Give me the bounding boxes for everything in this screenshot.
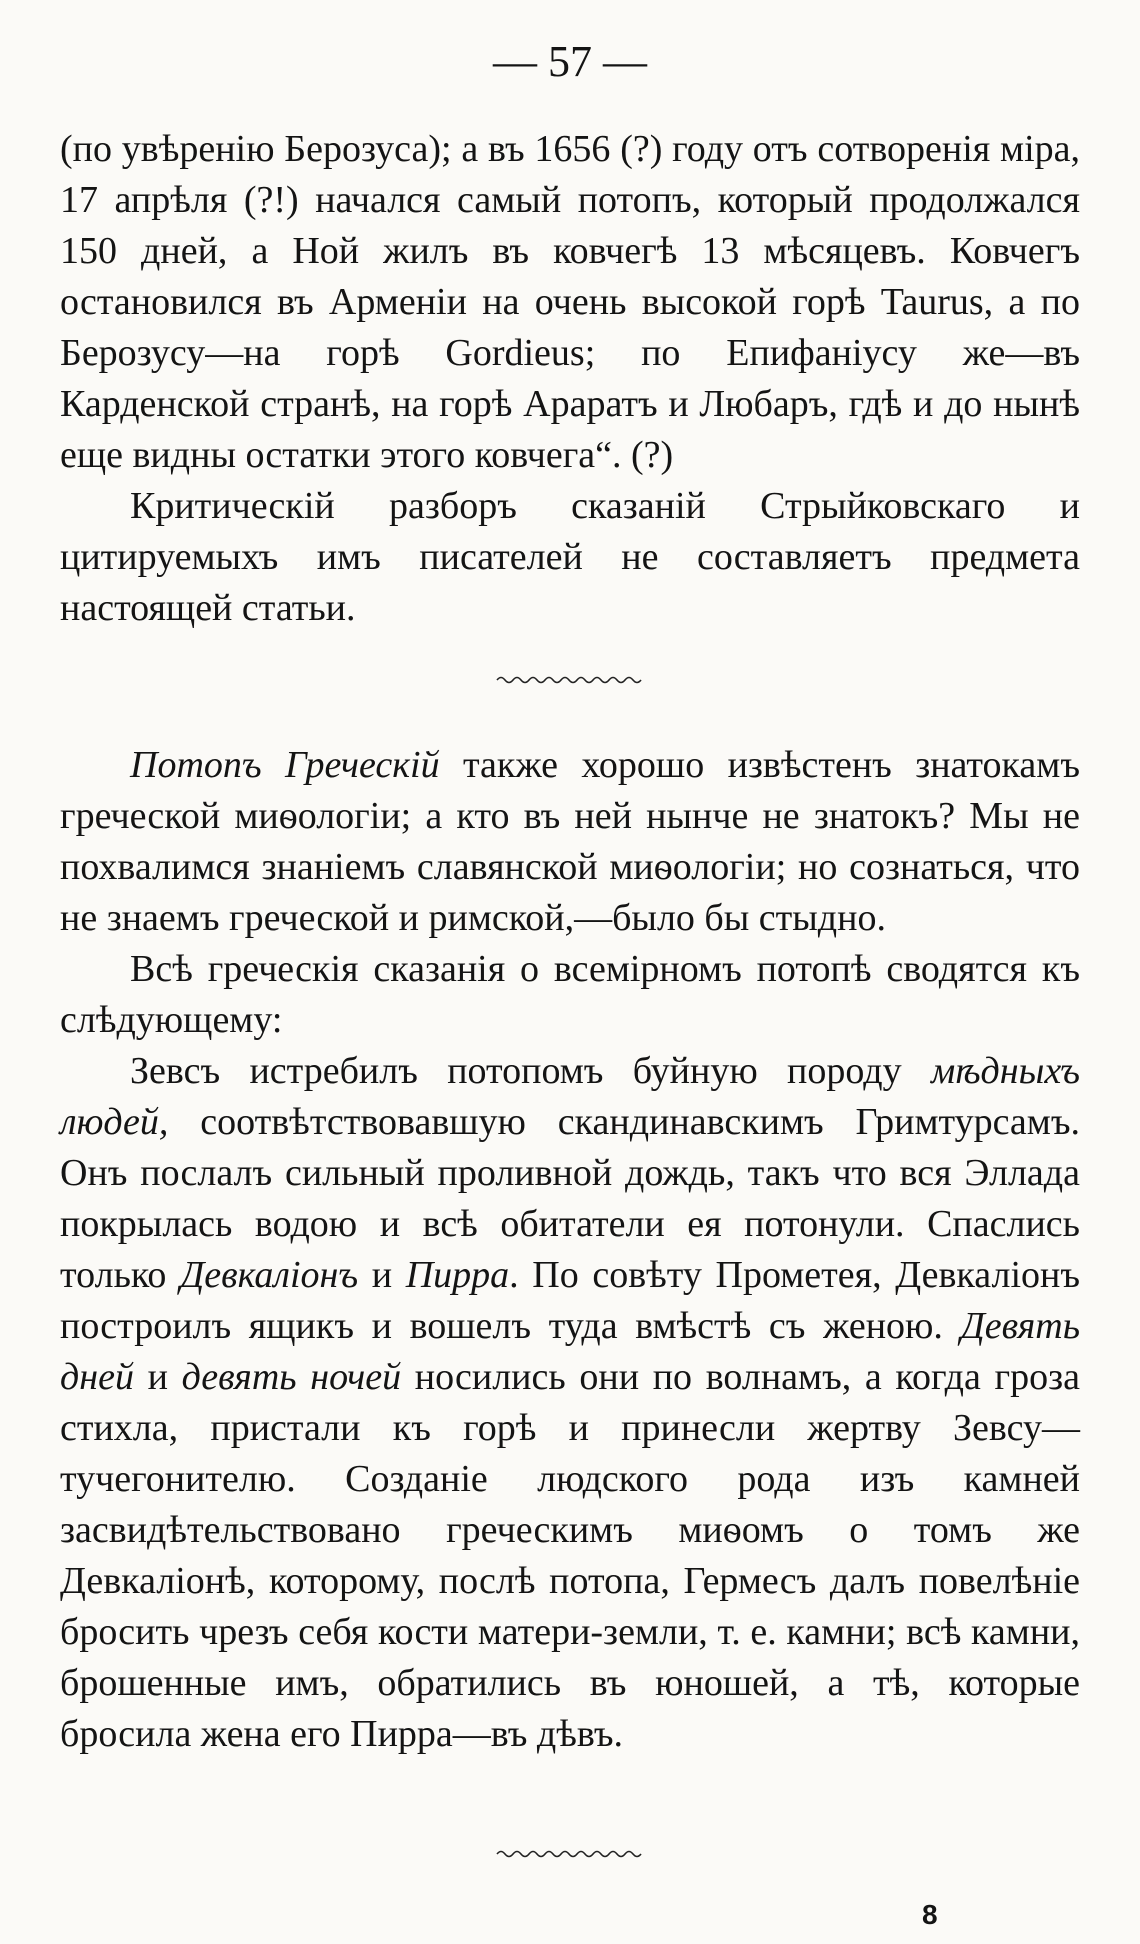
deucalion-text-4: . По совѣту Прометея, Девкаліонъ построилъ ящикъ и вошелъ туда вмѣстѣ съ женою.	[60, 1254, 1081, 1347]
paragraph-deucalion-story	[60, 1046, 1080, 1760]
deucalion-text-6: носились они по волнамъ, а когда гроза стихла, пристали къ горѣ и принесли жертву Зевсу—тучегонителю. Созданіе людского рода изъ камней засвидѣтельствовано греческимъ миѳомъ о томъ же Девкаліонѣ, которому, послѣ потопа, Гермесъ далъ повелѣніе бросить чрезъ себя кости матери-земли, т. е. камни; всѣ камни, брошенные имъ, обратились въ юношей, а тѣ, которые бросила жена его Пирра—въ дѣвъ.	[60, 1356, 1080, 1755]
printer-signature-mark: 8	[922, 1899, 938, 1930]
paragraph-critical-review: Критическій разборъ сказаній Стрыйковскаго и цитируемыхъ имъ писателей не составляетъ предмета настоящей статьи.	[60, 485, 1080, 629]
deucalion-text-1: Зевсъ истребилъ потопомъ буйную породу	[130, 1050, 931, 1092]
greek-flood-heading: Потопъ Греческій	[130, 744, 440, 786]
paragraph-greek-flood-intro	[60, 740, 1080, 944]
deucalion-text-2: соотвѣтствовавшую скандинавскимъ Гримтурсамъ. Онъ послалъ сильный проливной дождь, такъ что вся Эллада покрылась водою и всѣ обитатели ея потонули. Спаслись только	[60, 1101, 1080, 1296]
section-divider-top	[0, 674, 1140, 686]
deucalion-text-5: и	[133, 1356, 182, 1398]
paragraph-berosus-quote: (по увѣренію Берозуса); а въ 1656 (?) году отъ сотворенія міра, 17 апрѣля (?!) начался самый потопъ, который продолжался 150 дней, а Ной жилъ въ ковчегѣ 13 мѣсяцевъ. Ковчегъ остановился въ Арменіи на очень высокой горѣ Taurus, а по Берозусу—на горѣ Gordieus; по Епифаніусу же—въ Карденской странѣ, на горѣ Араратъ и Любаръ, гдѣ и до нынѣ еще видны остатки этого ковчега“. (?)	[60, 128, 1080, 476]
greek-flood-intro-text: также хорошо извѣстенъ знатокамъ греческой миѳологіи; а кто въ ней нынче не знатокъ? Мы не похвалимся знаніемъ славянской миѳологіи; но сознаться, что не знаемъ греческой и римской,—было бы стыдно.	[60, 744, 1080, 939]
pyrrha-italic-name: Пирра	[405, 1254, 510, 1296]
section-greek-flood	[60, 740, 1080, 1760]
wavy-rule-ornament	[495, 674, 645, 686]
section-divider-bottom	[0, 1848, 1140, 1860]
section-end-text	[60, 124, 1080, 634]
deucalion-italic-name: Девкаліонъ	[180, 1254, 359, 1296]
wavy-rule-ornament	[495, 1848, 645, 1860]
nine-nights-italic: девять ночей	[181, 1356, 402, 1398]
paragraph-greek-legends: Всѣ греческія сказанія о всемірномъ потопѣ сводятся къ слѣдующему:	[60, 948, 1080, 1041]
deucalion-italic-bronze-people: мѣдныхъ людей,	[60, 1050, 1080, 1143]
deucalion-text-3: и	[358, 1254, 406, 1296]
nine-days-italic: Девять дней	[60, 1305, 1080, 1398]
page-number: — 57 —	[493, 37, 647, 86]
